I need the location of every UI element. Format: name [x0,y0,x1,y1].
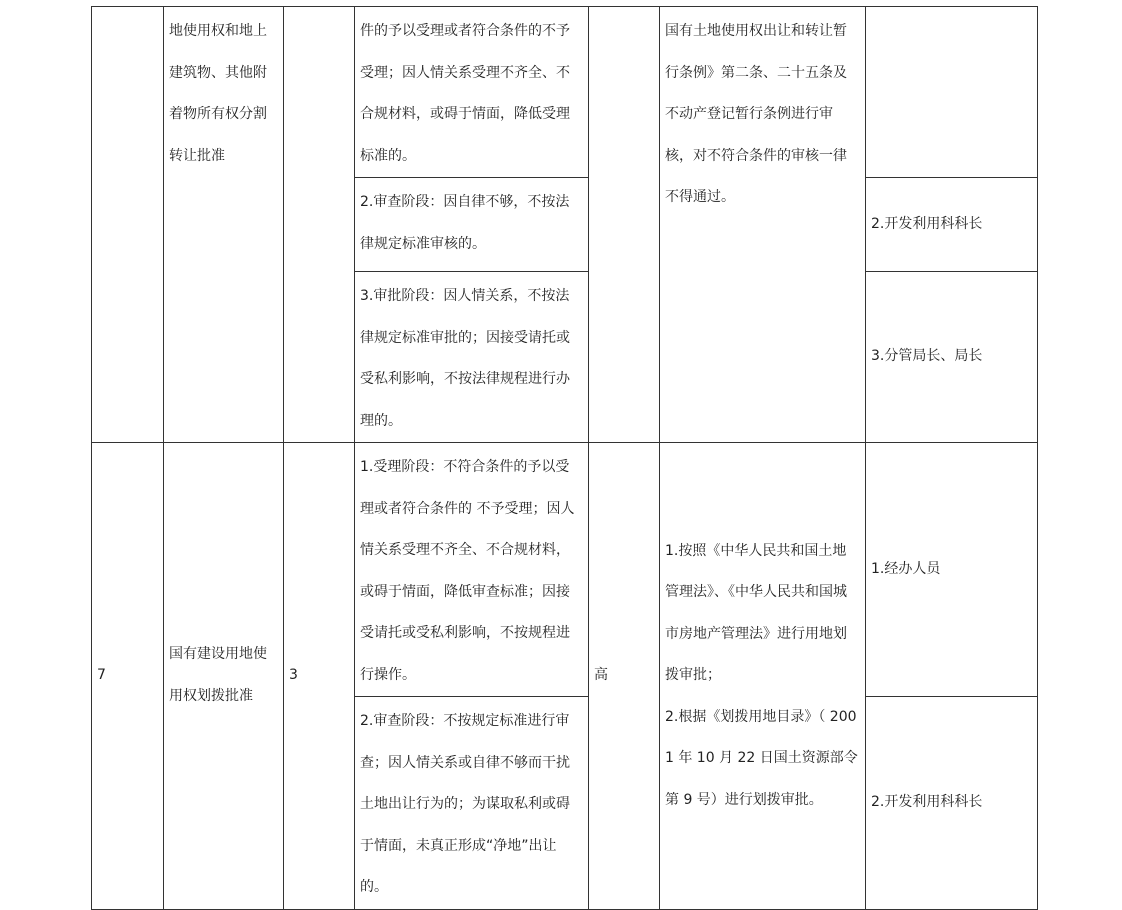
row2-measures-1: 1.按照《中华人民共和国土地管理法》、《中华人民共和国城市房地产管理法》进行用地划拨审批； [665,542,847,683]
row2-measures [660,443,866,910]
row1-risk-2: 2.审查阶段：因自律不够，不按法律规定标准审核的。 [355,178,589,272]
row1-item-text: 地使用权和地上建筑物、其他附着物所有权分割转让批准 [169,23,267,164]
row2-risk-2: 2.审查阶段：不按规定标准进行审查；因人情关系或自律不够而干扰土地出让行为的；为谋取私利或碍于情面，未真正形成“净地”出让的。 [355,697,589,910]
row2-no: 7 [92,443,164,910]
row1-item [164,7,284,443]
row2-level: 高 [589,443,660,910]
row2-person-2: 2.开发利用科科长 [866,697,1038,910]
row2-measures-2: 2.根据《划拨用地目录》（ 2001 年 10 月 22 日国土资源部令第 9 号）进行划拨审批。 [665,708,858,808]
row1-no [92,7,164,443]
row2-item: 国有建设用地使用权划拨批准 [164,443,284,910]
row2-count: 3 [284,443,355,910]
row2-risk-1: 1.受理阶段：不符合条件的予以受理或者符合条件的 不予受理；因人情关系受理不齐全、不合规材料，或碍于情面，降低审查标准；因接受请托或受私利影响，不按规程进行操作。 [355,443,589,697]
row1-count [284,7,355,443]
row1-risk-1: 件的予以受理或者符合条件的不予受理；因人情关系受理不齐全、不合规材料，或碍于情面，降低受理标准的。 [355,7,589,178]
risk-table [91,6,1038,910]
row1-measures: 国有土地使用权出让和转让暂行条例》第二条、二十五条及不动产登记暂行条例进行审核，对不符合条件的审核一律不得通过。 [660,7,866,443]
row1-person-3: 3.分管局长、局长 [866,272,1038,443]
row1-person-1 [866,7,1038,178]
row2-person-1: 1.经办人员 [866,443,1038,697]
row1-risk-3: 3.审批阶段：因人情关系，不按法律规定标准审批的；因接受请托或受私利影响，不按法律规程进行办理的。 [355,272,589,443]
row1-level [589,7,660,443]
row1-person-2: 2.开发利用科科长 [866,178,1038,272]
